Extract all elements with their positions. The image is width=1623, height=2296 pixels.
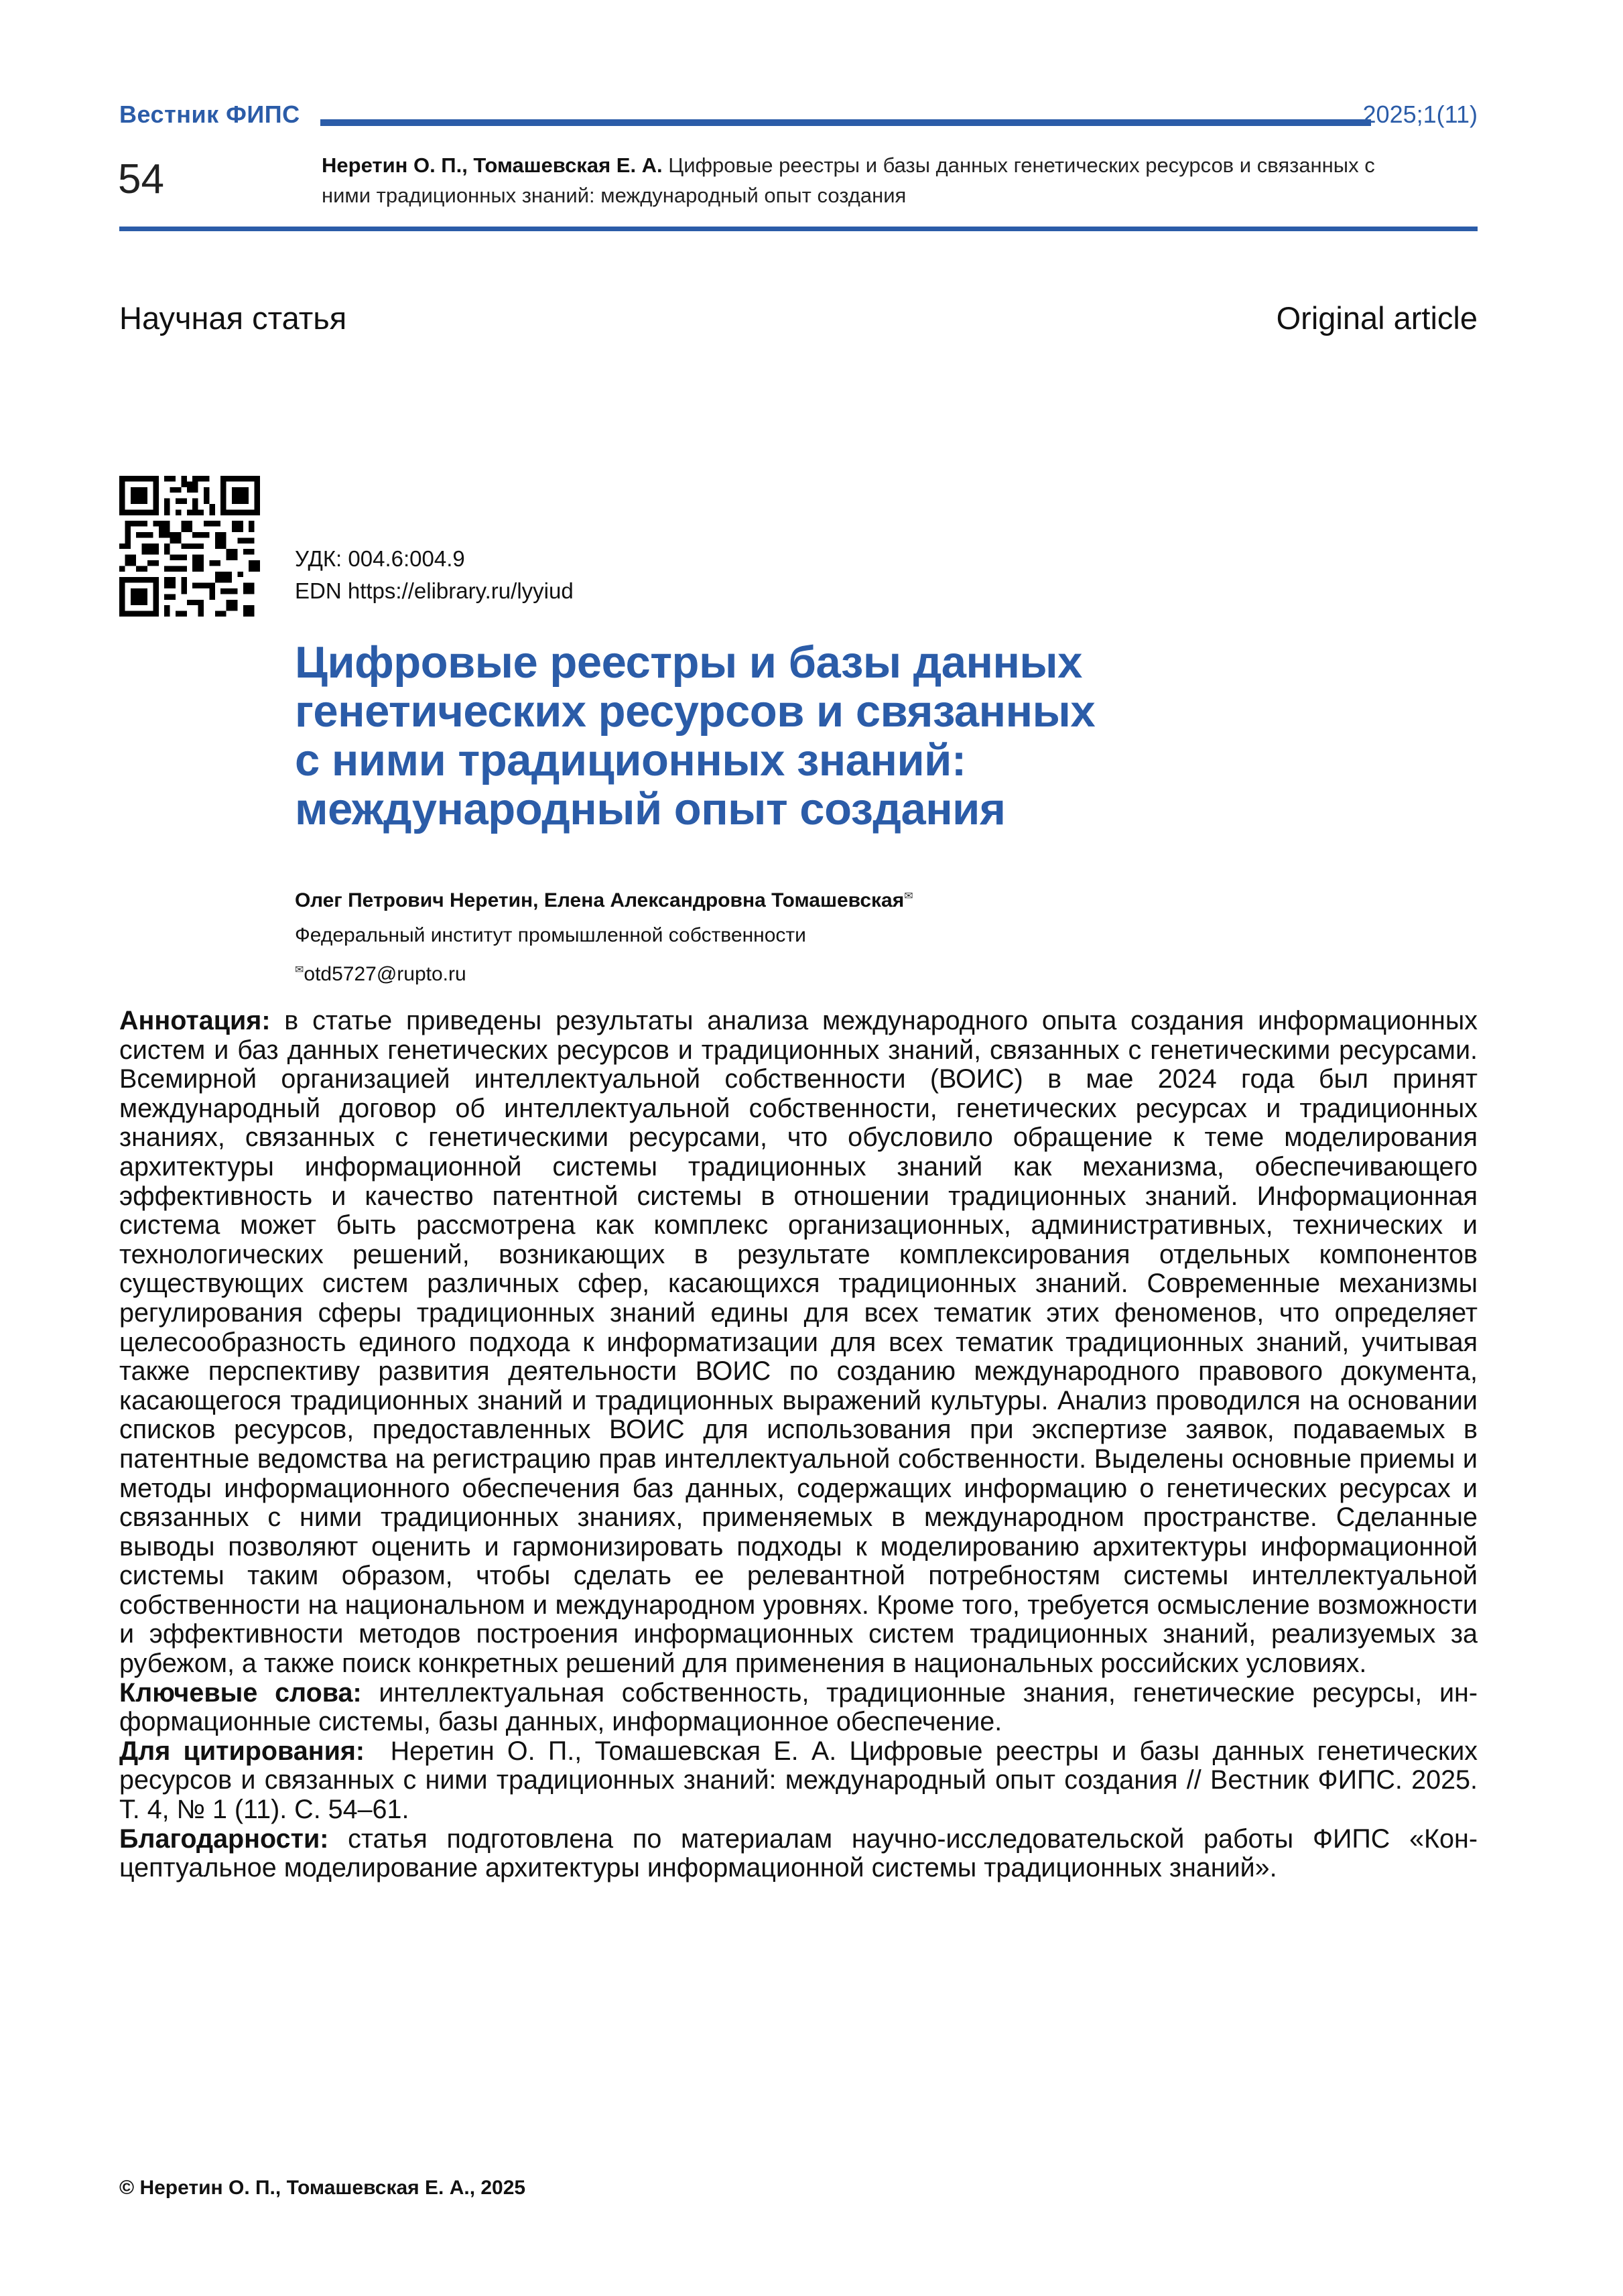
acknowledgements-label: Благодарности: — [119, 1824, 329, 1854]
acknowledgements — [119, 1825, 1478, 1883]
article-type-en: Original article — [1276, 300, 1478, 336]
page-number: 54 — [118, 156, 164, 202]
article-type-ru: Научная статья — [119, 300, 347, 336]
abstract-label: Аннотация: — [119, 1006, 271, 1035]
author-block — [295, 879, 913, 992]
journal-name: Вестник ФИПС — [119, 101, 300, 128]
author-names: Олег Петрович Неретин, Елена Александровна Томашевская — [295, 889, 905, 911]
keywords-label: Ключевые слова: — [119, 1677, 362, 1708]
identifiers — [295, 543, 574, 607]
citation-label: Для цитирования: — [119, 1736, 365, 1766]
author-email[interactable]: otd5727@rupto.ru — [304, 963, 466, 985]
issue-number: 2025;1(11) — [1362, 101, 1478, 128]
title-line: с ними традиционных знаний: — [295, 735, 966, 785]
affiliation: Федеральный институт промышленной собственности — [295, 924, 806, 946]
article-metadata-body — [119, 1007, 1478, 1883]
running-authors: Неретин О. П., Томашевская Е. А. — [322, 153, 663, 177]
udk-code: УДК: 004.6:004.9 — [295, 546, 465, 571]
abstract-text: в статье приведены результаты анализа международного опыта создания информационных систем и баз данных генетических ресурсов и традиционных знаний, связанных с генетическими ресурсами. Всемирной организацией интеллектуальной собственности (ВОИС) в мае 2024 года был принят международный договор об интеллектуальной собственности, генетических ресурсах и традиционных знаниях, связанных с генетическими ресурсами, что обусловило обращение к теме моделирования архитектуры информационной системы традиционных знаний как механизма, обеспечивающего эффективность и качество патентной системы в отношении традиционных знаний. Информационная система может быть рассмотрена как комплекс организационных, административных, технических и технологических решений, возникающих в результате комплексирования отдельных компонентов существующих систем различных сфер, касающихся традиционных знаний. Современные механизмы регулирования сферы традиционных знаний едины для всех тематик этих феноменов, что определяет целесообразность единого подхода к информатизации для всех тематик традиционных знаний, учитывая также перспективу развития деятельности ВОИС по созданию международного правового документа, касающегося традиционных знаний и традиционных выражений культуры. Анализ проводился на основании списков ресурсов, предоставленных ВОИС для использования при экспертизе заявок, подаваемых в патентные ведомства на регистрацию прав интеллектуальной собственности. Выделены основные приемы и методы информационного обеспечения баз данных, содержащих информацию о генетических ресурсах и связанных с ними традиционных знаниях, применяемых в международном пространстве. Сделанные выводы позволяют оценить и гармонизировать подходы к моделированию архитектуры информационной системы таким образом, чтобы сделать ее релевантной потребностям системы интеллектуальной собственности на национальном и международном уровнях. Кроме того, требуется осмысление возможности и эффективности методов построения информационных систем традиционных знаний, реализуемых за рубежом, а также поиск конкретных решений для применения в национальных российских условиях. — [119, 1006, 1478, 1679]
running-title: Цифровые реестры и базы данных генетических ресурсов и связанных с ними традиционных знаний: международный опыт создания — [322, 153, 1375, 207]
abstract — [119, 1007, 1478, 1679]
envelope-icon: ✉ — [904, 891, 913, 902]
copyright: © Неретин О. П., Томашевская Е. А., 2025 — [119, 2177, 526, 2199]
keywords — [119, 1679, 1478, 1737]
qr-code-icon[interactable] — [119, 476, 260, 617]
title-line: Цифровые реестры и базы данных — [295, 637, 1082, 688]
citation — [119, 1737, 1478, 1825]
citation-text: Неретин О. П., Томашевская Е. А. Цифровые реестры и базы данных генетических ресурсов и связанных с ними традиционных знаний: международный опыт создания // Вестник ФИПС. 2025. Т. 4, № 1 (11). С. 54–61. — [119, 1736, 1478, 1825]
running-header — [322, 150, 1380, 210]
edn-link[interactable]: EDN https://elibrary.ru/lyyiud — [295, 578, 574, 603]
envelope-icon: ✉ — [295, 964, 304, 976]
acknowledgements-text: статья подготовлена по материалам научно-исследовательской работы ФИПС «Концептуальное моделирование архитектуры информационной системы традиционных знаний». — [119, 1824, 1478, 1883]
article-title — [295, 638, 1233, 834]
header-bottom-rule — [119, 227, 1478, 231]
title-line: международный опыт создания — [295, 784, 1006, 834]
keywords-text: интеллектуальная собственность, традиционные знания, генетические ресурсы, информационные системы, базы данных, информационное обеспечение. — [119, 1677, 1478, 1737]
title-line: генетических ресурсов и связанных — [295, 686, 1096, 737]
header-rule — [320, 119, 1371, 126]
